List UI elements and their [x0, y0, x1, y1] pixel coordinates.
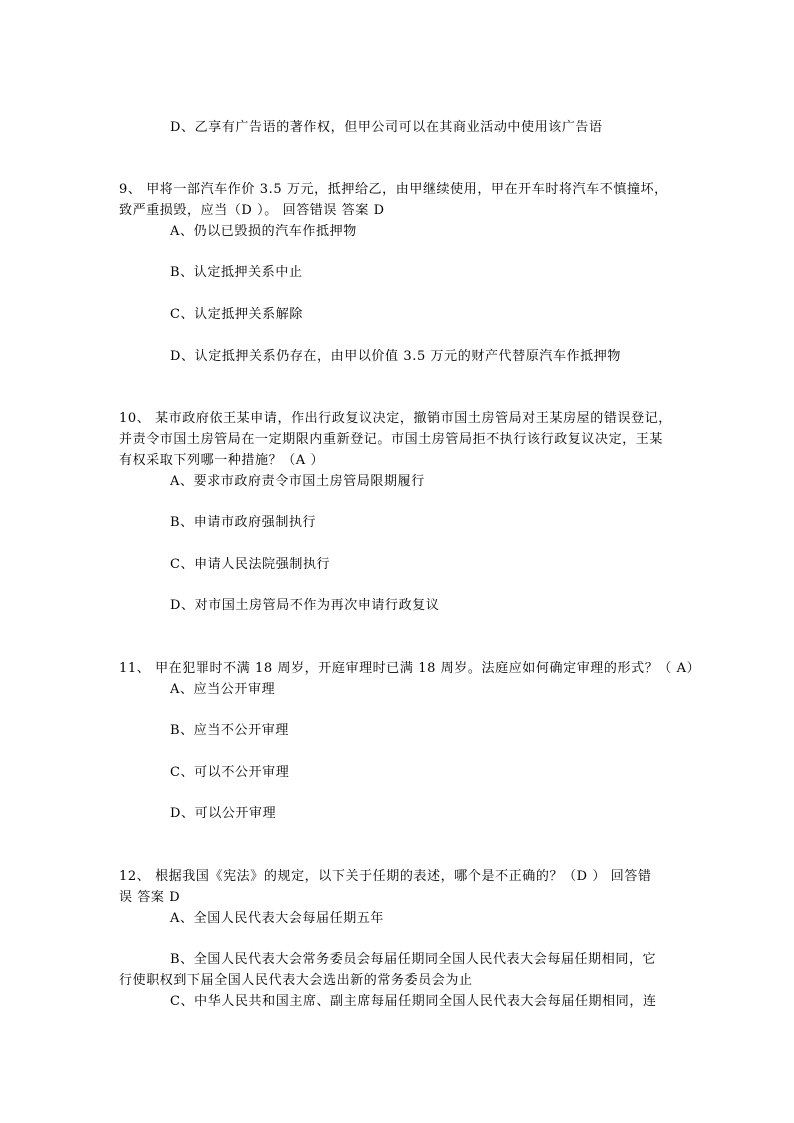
q12-question-line-1: 12、 根据我国《宪法》的规定，以下关于任期的表述，哪个是不正确的？（D ） 回答错 — [119, 869, 652, 884]
q12-option-c-line-1: C、中华人民共和国主席、副主席每届任期同全国人民代表大会每届任期相同，连 — [170, 994, 657, 1009]
q10-question-line-2: 并责令市国土房管局在一定期限内重新登记。市国土房管局拒不执行该行政复议决定，王某 — [119, 432, 664, 447]
q9-question-line-2: 致严重损毁，应当（D ）。 回答错误 答案 D — [119, 203, 385, 218]
q11-option-c: C、可以不公开审理 — [170, 765, 290, 780]
q11-option-a: A、应当公开审理 — [170, 682, 276, 697]
q12-option-b-line-2: 行使职权到下届全国人民代表大会选出新的常务委员会为止 — [119, 973, 473, 988]
q8-option-d: D、乙享有广告语的著作权，但甲公司可以在其商业活动中使用该广告语 — [170, 120, 603, 135]
q9-option-c: C、认定抵押关系解除 — [170, 307, 303, 322]
q9-option-d: D、认定抵押关系仍存在，由甲以价值 3.5 万元的财产代替原汽车作抵押物 — [170, 349, 621, 364]
q12-question-line-2: 误 答案 D — [119, 890, 181, 905]
q11-option-d: D、可以公开审理 — [170, 806, 277, 821]
q9-option-a: A、仍以已毁损的汽车作抵押物 — [170, 224, 357, 239]
q9-question-line-1: 9、 甲将一部汽车作价 3.5 万元，抵押给乙，由甲继续使用，甲在开车时将汽车不慎撞坏， — [119, 182, 668, 197]
q12-option-b-line-1: B、全国人民代表大会常务委员会每届任期同全国人民代表大会每届任期相同，它 — [170, 952, 657, 967]
q10-question-line-3: 有权采取下列哪一种措施？（A ） — [119, 453, 325, 468]
q9-option-b: B、认定抵押关系中止 — [170, 265, 303, 280]
q11-option-b: B、应当不公开审理 — [170, 723, 289, 738]
q10-option-a: A、要求市政府责令市国土房管局限期履行 — [170, 474, 425, 489]
q10-option-b: B、申请市政府强制执行 — [170, 515, 317, 530]
q10-question-line-1: 10、 某市政府依王某申请，作出行政复议决定，撤销市国土房管局对王某房屋的错误登记， — [119, 411, 672, 426]
q12-option-a: A、全国人民代表大会每届任期五年 — [170, 911, 384, 926]
q10-option-c: C、申请人民法院强制执行 — [170, 557, 331, 572]
q10-option-d: D、对市国土房管局不作为再次申请行政复议 — [170, 598, 440, 613]
q11-question-line-1: 11、 甲在犯罪时不满 18 周岁，开庭审理时已满 18 周岁。法庭应如何确定审理的形式？（ A） — [119, 661, 701, 676]
